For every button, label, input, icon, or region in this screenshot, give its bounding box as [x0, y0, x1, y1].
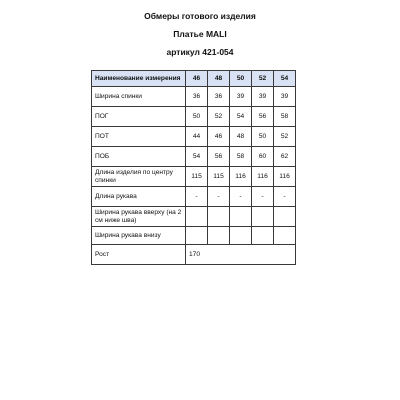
- table-row: [92, 227, 296, 245]
- measurement-value: 58: [274, 107, 296, 127]
- measurement-value: [230, 227, 252, 245]
- measurement-value: -: [230, 187, 252, 207]
- measurement-name: Ширина рукава вверху (на 2 см ниже шва): [92, 207, 186, 227]
- header-size: 50: [230, 71, 252, 87]
- table-header-row: [92, 71, 296, 87]
- measurement-value: -: [252, 187, 274, 207]
- measurement-name: Длина рукава: [92, 187, 186, 207]
- table-row: [92, 207, 296, 227]
- measurement-name: ПОБ: [92, 147, 186, 167]
- measurement-value: -: [186, 187, 208, 207]
- measurement-value: [186, 227, 208, 245]
- measurement-value: 39: [230, 87, 252, 107]
- measurement-value: [186, 207, 208, 227]
- measurement-value: [252, 227, 274, 245]
- product-name: Платье MALI: [173, 29, 227, 39]
- measurement-value: 54: [230, 107, 252, 127]
- measurement-value: 52: [208, 107, 230, 127]
- measurement-value: 48: [230, 127, 252, 147]
- table-row: [92, 107, 296, 127]
- measurement-value: 54: [186, 147, 208, 167]
- table-row: [92, 147, 296, 167]
- table-row: [92, 87, 296, 107]
- measurement-value: [230, 207, 252, 227]
- measurement-value: [208, 207, 230, 227]
- header-size: 54: [274, 71, 296, 87]
- table-row: [92, 127, 296, 147]
- measurement-value: 36: [186, 87, 208, 107]
- measurement-value: 39: [252, 87, 274, 107]
- measurement-value: 115: [208, 167, 230, 187]
- measurement-value: 36: [208, 87, 230, 107]
- measurement-value: [208, 227, 230, 245]
- measurement-value: 52: [274, 127, 296, 147]
- header-size: 46: [186, 71, 208, 87]
- table-row-height: [92, 245, 296, 265]
- header-size: 48: [208, 71, 230, 87]
- header-size: 52: [252, 71, 274, 87]
- measurement-value: 50: [252, 127, 274, 147]
- measurements-table: [91, 70, 296, 265]
- measurement-name: Рост: [92, 245, 186, 265]
- document-header: [0, 10, 400, 64]
- measurement-value: [252, 207, 274, 227]
- height-value: 170: [186, 245, 296, 265]
- table-row: [92, 187, 296, 207]
- measurement-value: [274, 227, 296, 245]
- measurement-value: 60: [252, 147, 274, 167]
- measurement-name: Длина изделия по центру спинки: [92, 167, 186, 187]
- measurement-name: ПОТ: [92, 127, 186, 147]
- measurement-value: 116: [274, 167, 296, 187]
- measurement-value: 56: [208, 147, 230, 167]
- measurement-name: ПОГ: [92, 107, 186, 127]
- article-number: артикул 421-054: [166, 47, 234, 57]
- table-row: [92, 167, 296, 187]
- measurement-value: -: [208, 187, 230, 207]
- measurement-value: 46: [208, 127, 230, 147]
- measurement-value: -: [274, 187, 296, 207]
- measurement-value: [274, 207, 296, 227]
- measurement-value: 56: [252, 107, 274, 127]
- measurement-value: 58: [230, 147, 252, 167]
- measurement-value: 116: [252, 167, 274, 187]
- measurement-value: 116: [230, 167, 252, 187]
- document-title: Обмеры готового изделия: [144, 11, 256, 21]
- measurement-value: 39: [274, 87, 296, 107]
- measurement-value: 115: [186, 167, 208, 187]
- measurement-name: Ширина рукава внизу: [92, 227, 186, 245]
- measurement-value: 62: [274, 147, 296, 167]
- measurement-name: Ширина спинки: [92, 87, 186, 107]
- header-measurement-name: Наименование измерения: [92, 71, 186, 87]
- measurement-value: 44: [186, 127, 208, 147]
- measurement-value: 50: [186, 107, 208, 127]
